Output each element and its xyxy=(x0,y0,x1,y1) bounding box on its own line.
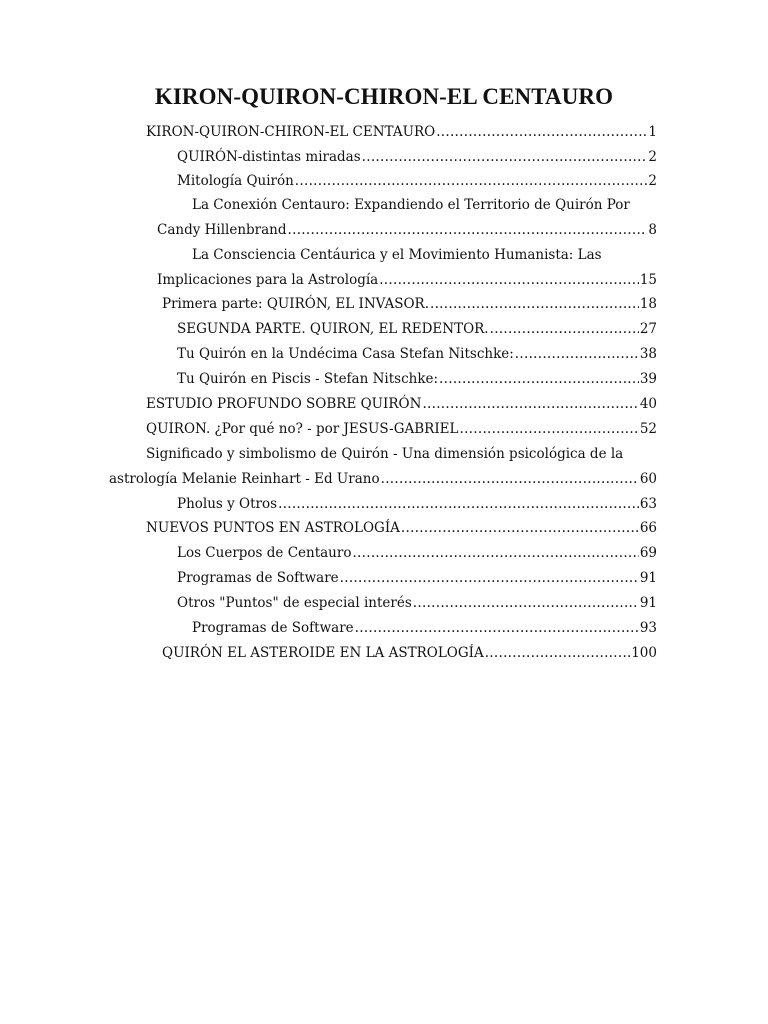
toc-entry[interactable] xyxy=(177,369,657,389)
dot-leader xyxy=(288,220,648,240)
toc-entry-title-line[interactable]: La Conexión Centauro: Expandiendo el Territorio de Quirón Por xyxy=(192,197,630,213)
toc-entry-page: 1 xyxy=(648,124,657,140)
toc-entry-title: ESTUDIO PROFUNDO SOBRE QUIRÓN xyxy=(146,396,422,412)
toc-entry[interactable] xyxy=(109,469,657,489)
dot-leader xyxy=(413,593,639,613)
toc-entry-page: 40 xyxy=(639,396,657,412)
dot-leader xyxy=(430,294,639,314)
toc-entry-title: SEGUNDA PARTE. QUIRON, EL REDENTOR. xyxy=(177,321,489,337)
toc-entry[interactable] xyxy=(146,419,657,439)
toc-entry-title: Pholus y Otros xyxy=(177,496,278,512)
dot-leader xyxy=(352,543,638,563)
toc-entry-page: 38 xyxy=(639,346,657,362)
dot-leader xyxy=(436,122,647,142)
toc-entry-page: 100 xyxy=(631,645,657,661)
toc-entry-page: 2 xyxy=(648,173,657,189)
toc-entry-title: KIRON-QUIRON-CHIRON-EL CENTAURO xyxy=(146,124,436,140)
dot-leader xyxy=(379,270,639,290)
toc-entry-title: Programas de Software xyxy=(192,620,354,636)
toc-entry-page: 60 xyxy=(639,471,657,487)
toc-entry-page: 93 xyxy=(639,620,657,636)
toc-entry-page: 66 xyxy=(639,520,657,536)
toc-entry[interactable] xyxy=(146,394,657,414)
toc-entry-title: NUEVOS PUNTOS EN ASTROLOGÍA xyxy=(146,520,400,536)
toc-entry[interactable] xyxy=(162,294,657,314)
toc-entry[interactable] xyxy=(177,171,657,191)
toc-entry-title: Tu Quirón en Piscis - Stefan Nitschke: xyxy=(177,371,439,387)
toc-entry-title: Mitología Quirón xyxy=(177,173,294,189)
toc-entry[interactable] xyxy=(177,543,657,563)
dot-leader xyxy=(295,171,648,191)
toc-entry-page: 63 xyxy=(639,496,657,512)
dot-leader xyxy=(401,518,639,538)
dot-leader xyxy=(340,568,639,588)
dot-leader xyxy=(381,469,639,489)
toc-entry-page: 15 xyxy=(639,272,657,288)
dot-leader xyxy=(485,643,631,663)
toc-entry-title: Candy Hillenbrand xyxy=(157,222,287,238)
toc-entry-page: 27 xyxy=(639,321,657,337)
toc-entry-page: 39 xyxy=(639,371,657,387)
toc-entry-title-line[interactable]: Significado y simbolismo de Quirón - Una dimensión psicológica de la xyxy=(146,446,624,462)
toc-entry-title: Otros "Puntos" de especial interés xyxy=(177,595,412,611)
toc-entry-page: 8 xyxy=(648,222,657,238)
toc-entry-page: 69 xyxy=(639,545,657,561)
dot-leader xyxy=(515,344,639,364)
toc-entry-page: 18 xyxy=(639,296,657,312)
toc-entry[interactable] xyxy=(157,220,657,240)
toc-entry[interactable] xyxy=(177,494,657,514)
toc-entry[interactable] xyxy=(177,568,657,588)
toc-entry-title: Primera parte: QUIRÓN, EL INVASOR. xyxy=(162,296,429,312)
toc-entry[interactable] xyxy=(146,518,657,538)
toc-entry[interactable] xyxy=(177,344,657,364)
dot-leader xyxy=(439,369,639,389)
toc-entry[interactable] xyxy=(177,147,657,167)
toc-entry-page: 52 xyxy=(639,421,657,437)
toc-entry-title-line[interactable]: La Consciencia Centáurica y el Movimiento Humanista: Las xyxy=(192,247,602,263)
toc-entry-title: QUIRON. ¿Por qué no? - por JESUS-GABRIEL xyxy=(146,421,459,437)
toc-entry-title: astrología Melanie Reinhart - Ed Urano xyxy=(109,471,380,487)
toc-entry[interactable] xyxy=(177,319,657,339)
toc-entry-title: Tu Quirón en la Undécima Casa Stefan Nitschke: xyxy=(177,346,514,362)
toc-entry[interactable] xyxy=(146,122,657,142)
toc-entry-title: Implicaciones para la Astrología xyxy=(157,272,379,288)
dot-leader xyxy=(422,394,638,414)
dot-leader xyxy=(355,618,639,638)
toc-entry-title: Programas de Software xyxy=(177,570,339,586)
toc-entry[interactable] xyxy=(177,593,657,613)
dot-leader xyxy=(362,147,648,167)
toc-entry-title: QUIRÓN EL ASTEROIDE EN LA ASTROLOGÍA xyxy=(162,645,484,661)
toc-entry-title: Los Cuerpos de Centauro xyxy=(177,545,352,561)
toc-entry-page: 91 xyxy=(639,570,657,586)
toc-entry-page: 2 xyxy=(648,149,657,165)
dot-leader xyxy=(490,319,639,339)
toc-entry-title: QUIRÓN-distintas miradas xyxy=(177,149,361,165)
dot-leader xyxy=(278,494,639,514)
toc-entry-page: 91 xyxy=(639,595,657,611)
dot-leader xyxy=(460,419,639,439)
toc-entry[interactable] xyxy=(162,643,657,663)
document-title: KIRON-QUIRON-CHIRON-EL CENTAURO xyxy=(154,84,614,109)
toc-entry[interactable] xyxy=(157,270,657,290)
toc-entry[interactable] xyxy=(192,618,657,638)
